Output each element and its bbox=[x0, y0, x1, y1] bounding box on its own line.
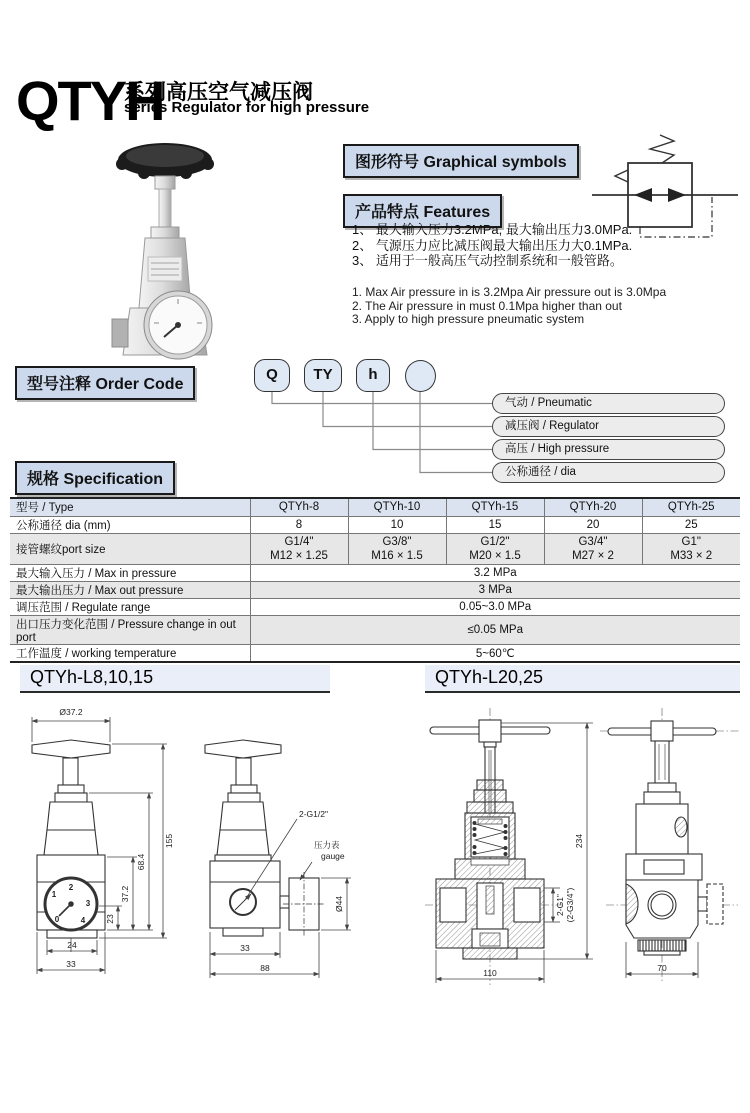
model-cell: QTYh-20 bbox=[544, 498, 642, 516]
row-label: 调压范围 / Regulate range bbox=[10, 598, 250, 615]
row-label: 公称通径 dia (mm) bbox=[10, 516, 250, 533]
section-title-order-code: 型号注释 Order Code bbox=[15, 366, 195, 400]
side-view-large-drawing bbox=[600, 700, 745, 990]
dim-port-height: 23 bbox=[105, 914, 115, 924]
gauge-number: 3 bbox=[85, 899, 91, 908]
dim-body-height: 37.2 bbox=[120, 885, 130, 903]
dim-total-height: 155 bbox=[164, 833, 174, 849]
order-code-label-pneumatic: 气动 / Pneumatic bbox=[492, 393, 725, 414]
dim-knob-dia: Ø37.2 bbox=[59, 707, 83, 717]
drawing-title-large-models: QTYh-L20,25 bbox=[425, 665, 740, 693]
series-code: QTYH bbox=[16, 69, 164, 132]
gauge-number: 1 bbox=[51, 890, 57, 899]
valve-outline bbox=[32, 740, 110, 952]
row-label: 最大输入压力 / Max in pressure bbox=[10, 564, 250, 581]
dim-total-width: 110 bbox=[483, 968, 497, 978]
order-code-label-dia: 公称通径 / dia bbox=[492, 462, 725, 483]
row-value: 3.2 MPa bbox=[250, 564, 740, 581]
dim-port-thread-a: 2-G1" bbox=[555, 894, 565, 916]
row-value: ≤0.05 MPa bbox=[250, 615, 740, 644]
valve-outline bbox=[205, 740, 325, 936]
order-code-segment-dia bbox=[405, 360, 436, 392]
gauge-number: 2 bbox=[68, 883, 74, 892]
front-view-drawing bbox=[15, 700, 185, 990]
feature-cn-item: 3、 适用于一般高压气动控制系统和一般管路。 bbox=[352, 253, 623, 268]
features-list-en bbox=[352, 286, 666, 327]
gauge-label-cn: 压力表 bbox=[314, 840, 340, 850]
page-title-en: series Regulator for high pressure bbox=[124, 99, 370, 116]
dim-total-width: 88 bbox=[260, 963, 270, 973]
table-row-port-size bbox=[10, 533, 740, 564]
port-cell: G1/4" M12 × 1.25 bbox=[250, 533, 348, 564]
table-row-working-temperature bbox=[10, 644, 740, 662]
table-row-max-in bbox=[10, 564, 740, 581]
feature-cn-item: 2、 气源压力应比减压阀最大输出压力大0.1MPa. bbox=[352, 237, 633, 253]
row-label: 最大输出压力 / Max out pressure bbox=[10, 581, 250, 598]
table-row-dia bbox=[10, 516, 740, 533]
gauge-number: 4 bbox=[80, 916, 86, 925]
section-title-specification: 规格 Specification bbox=[15, 461, 175, 495]
order-code-segment-q: Q bbox=[254, 359, 290, 392]
pilot-line bbox=[640, 197, 712, 237]
order-code-label-high-pressure: 高压 / High pressure bbox=[492, 439, 725, 460]
row-label: 出口压力变化范围 / Pressure change in out port bbox=[10, 615, 250, 644]
section-title-features: 产品特点 Features bbox=[343, 194, 502, 228]
port-cell: G1/2" M20 × 1.5 bbox=[446, 533, 544, 564]
section-view-drawing bbox=[405, 700, 600, 990]
dia-cell: 8 bbox=[250, 516, 348, 533]
table-row-max-out bbox=[10, 581, 740, 598]
feature-cn-item: 1、 最大输入压力3.2MPa, 最大输出压力3.0MPa. bbox=[352, 222, 633, 237]
dim-body-width: 33 bbox=[240, 943, 250, 953]
gauge-label-en: gauge bbox=[321, 851, 345, 861]
dim-body-width: 33 bbox=[66, 959, 76, 969]
valve-section-outline bbox=[430, 720, 550, 959]
side-view-drawing bbox=[185, 700, 375, 990]
valve-outline bbox=[608, 721, 723, 955]
gauge-number: 0 bbox=[54, 915, 60, 924]
dia-cell: 25 bbox=[642, 516, 740, 533]
dia-cell: 20 bbox=[544, 516, 642, 533]
port-cell: G3/8" M16 × 1.5 bbox=[348, 533, 446, 564]
dim-flange-width: 24 bbox=[67, 940, 77, 950]
feature-en-item: 1. Max Air pressure in is 3.2Mpa Air pressure out is 3.0Mpa bbox=[352, 285, 667, 299]
section-title-graphical-symbols: 图形符号 Graphical symbols bbox=[343, 144, 579, 178]
page-title-cn: 系列高压空气减压阀 bbox=[124, 81, 313, 104]
port-cell: G3/4" M27 × 2 bbox=[544, 533, 642, 564]
model-cell: QTYh-10 bbox=[348, 498, 446, 516]
regulator-photo-shape bbox=[112, 143, 214, 359]
row-value: 0.05~3.0 MPa bbox=[250, 598, 740, 615]
port-cell: G1" M33 × 2 bbox=[642, 533, 740, 564]
feature-en-item: 3. Apply to high pressure pneumatic system bbox=[352, 312, 585, 326]
drawing-title-small-models: QTYh-L8,10,15 bbox=[20, 665, 330, 693]
feature-en-item: 2. The Air pressure in must 0.1Mpa higher than out bbox=[352, 298, 622, 313]
model-cell: QTYh-8 bbox=[250, 498, 348, 516]
order-code-label-regulator: 减压阀 / Regulator bbox=[492, 416, 725, 437]
table-row-type bbox=[10, 498, 740, 516]
order-code-segment-ty: TY bbox=[304, 359, 342, 392]
dim-port-thread-b: (2-G3/4") bbox=[565, 887, 575, 923]
dim-total-width: 70 bbox=[657, 963, 667, 973]
dim-mid-height: 68.4 bbox=[136, 853, 146, 871]
dia-cell: 15 bbox=[446, 516, 544, 533]
dim-gauge-dia: Ø44 bbox=[334, 895, 344, 913]
table-row-regulate-range bbox=[10, 598, 740, 615]
row-label: 工作温度 / working temperature bbox=[10, 644, 250, 662]
model-cell: QTYh-25 bbox=[642, 498, 740, 516]
features-list-cn bbox=[352, 223, 632, 270]
dia-cell: 10 bbox=[348, 516, 446, 533]
row-label: 型号 / Type bbox=[10, 498, 250, 516]
dim-total-height: 234 bbox=[574, 833, 584, 849]
row-label: 接管螺纹port size bbox=[10, 533, 250, 564]
product-photo bbox=[60, 133, 270, 363]
row-value: 3 MPa bbox=[250, 581, 740, 598]
table-row-pressure-change bbox=[10, 615, 740, 644]
row-value: 5~60℃ bbox=[250, 644, 740, 662]
symbol-shape bbox=[592, 135, 738, 227]
specification-table bbox=[10, 497, 740, 663]
order-code-segment-h: h bbox=[356, 359, 390, 392]
model-cell: QTYh-15 bbox=[446, 498, 544, 516]
dim-port-thread: 2-G1/2" bbox=[299, 809, 329, 819]
